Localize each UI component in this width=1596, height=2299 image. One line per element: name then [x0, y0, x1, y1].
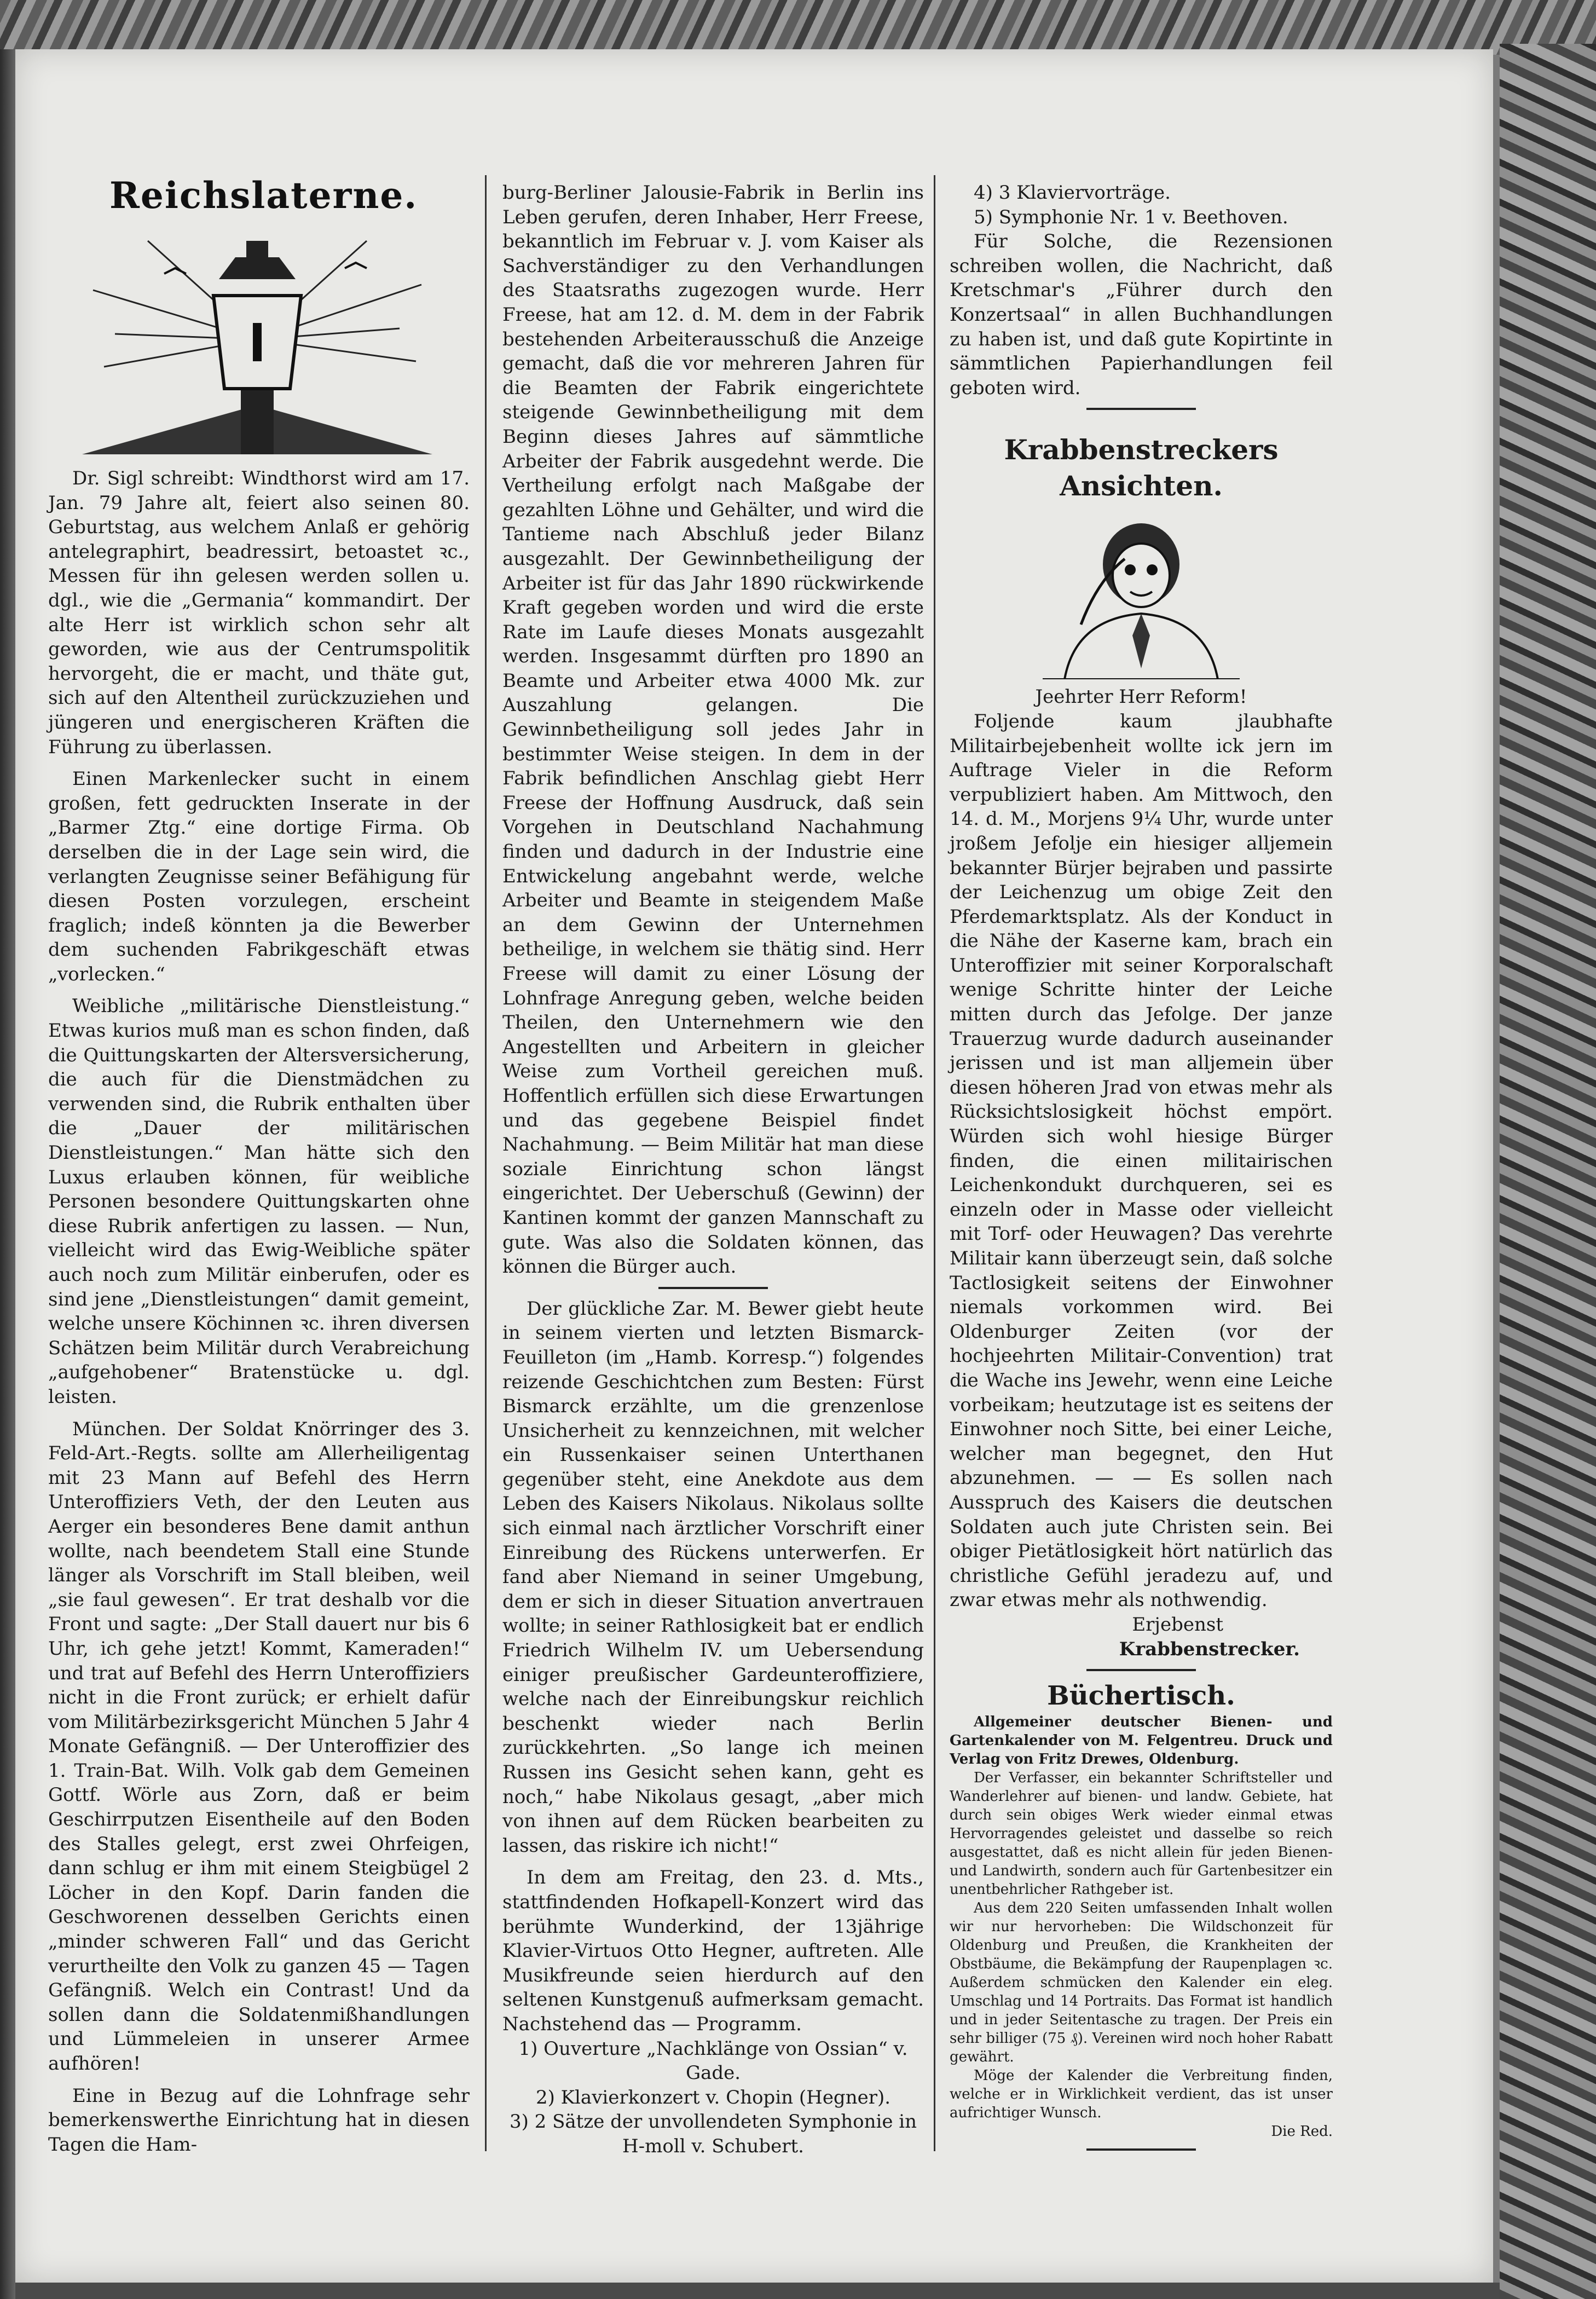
- book-review-3: Möge der Kalender die Verbreitung finden, welche er in Wirklichkeit verdient, das ist unser aufrichtiger Wunsch.: [950, 2067, 1333, 2122]
- book-review-1: Der Verfasser, ein bekannter Schriftsteller und Wanderlehrer auf bienen- und landw. Gebiete, hat durch sein obiges Werk wieder einmal etwas Hervorragendes geleistet und dasselbe so reich ausgestattet, daß es nicht allein für jeden Bienen- und Landwirth, sondern auch für Gartenbesitzer ein unentbehrlicher Rathgeber ist.: [950, 1770, 1333, 1898]
- article-konzert: In dem am Freitag, den 23. d. Mts., stattfindenden Hofkapell-Konzert wird das berühmte Wunderkind, der 13jährige Klavier-Virtuos Otto Hegner, auftreten. Alle Musikfreunde seien hierdurch auf den seltenen Kunstgenuß aufmerksam gemacht. Nachstehend das — Programm.: [502, 1867, 924, 2035]
- column-1: [48, 466, 470, 2157]
- article-markenlecker: Einen Markenlecker sucht in einem großen, fett gedruckten Inserate in der „Barmer Ztg.“ eine dortige Firma. Ob derselben die in der Lage sein wird, die verlangten Zeugnisse seiner Befähigung für diesen Posten vorzulegen, erscheint fraglich; indeß könnten ja die Bewerber dem suchenden Fabrikgeschäft etwas „vorlecken.“: [48, 768, 470, 985]
- book-review-2: Aus dem 220 Seiten umfassenden Inhalt wollen wir nur hervorheben: Die Wildschonzeit für Oldenburg und Preußen, die Krankheiten der Obstbäume, die Bekämpfung der Raupenplagen ꝛc. Außerdem schmücken den Kalender ein eleg. Umschlag und 14 Portraits. Das Format ist handlich und in jeder Seitentasche zu tragen. Der Preis ein sehr billiger (75 ₰). Vereinen wird noch hoher Rabatt gewährt.: [950, 1900, 1333, 2066]
- article-lohnfrage-start: Eine in Bezug auf die Lohnfrage sehr bemerkenswerthe Einrichtung hat in diesen Tagen die Ham-: [48, 2084, 470, 2156]
- separator-rule: [1086, 2148, 1196, 2151]
- book-title: Allgemeiner deutscher Bienen- und Gartenkalender von M. Felgentreu. Druck und Verlag von Fritz Drewes, Oldenburg.: [950, 1714, 1333, 1768]
- column-3: [950, 181, 1333, 2151]
- letter-closing: Erjebenst: [1132, 1613, 1223, 1636]
- book-edge-bottom: [15, 2283, 1500, 2299]
- reichslaterne-title: Reichslaterne.: [109, 174, 418, 217]
- program-item-2: 2) Klavierkonzert v. Chopin (Hegner).: [535, 2086, 891, 2109]
- book-review-signature: Die Red.: [1271, 2123, 1333, 2140]
- column-2: [502, 181, 924, 2159]
- marbled-book-edge-right: [1500, 44, 1596, 2299]
- article-kretschmar: Für Solche, die Rezensionen schreiben wollen, die Nachricht, daß Kretschmar's „Führer durch den Konzertsaal“ in allen Buchhandlungen zu haben ist, und daß gute Kopirtinte in sämmtlichen Papierhandlungen feil geboten wird.: [950, 230, 1333, 399]
- column-divider-1: [485, 175, 487, 2151]
- program-item-5: 5) Symphonie Nr. 1 v. Beethoven.: [974, 206, 1288, 228]
- book-spine-left: [0, 49, 16, 2299]
- marbled-book-edge-top: [0, 0, 1596, 55]
- program-item-1: 1) Ouverture „Nachklänge von Ossian“ v. Gade.: [518, 2037, 908, 2084]
- article-muenchen: München. Der Soldat Knörringer des 3. Feld-Art.-Regts. sollte am Allerheiligentag mit 23 Mann auf Befehl des Herrn Unteroffiziers Veth, der den Leuten aus Aerger ein besonderes Bene damit anthun wollte, nach beendetem Stall eine Stunde länger als Vorschrift im Stall bleiben, weil „sie faul gewesen“. Er trat deshalb vor die Front und sagte: „Der Stall dauert nur bis 6 Uhr, ich gehe jetzt! Kommt, Kameraden!“ und trat auf Befehl des Herrn Unteroffiziers nicht in die Front zurück; er erhielt dafür vom Militärbezirksgericht München 5 Jahr 4 Monate Gefängniß. — Der Unteroffizier des 1. Train-Bat. Wilh. Volk gab dem Gemeinen Gottf. Wörle aus Zorn, daß er beim Geschirrputzen Eisentheile auf den Boden des Stalles gelegt, erst zwei Ohrfeigen, dann schlug er ihm mit einem Steigbügel 2 Löcher in den Kopf. Darin fanden die Geschworenen desselben Gerichts einen „minder schweren Fall“ und das Gericht verurtheilte den Volk zu ganzen 45 — Tagen Gefängniß. Welch ein Contrast! Und da sollen dann die Soldatenmißhandlungen und Lümmeleien in unserer Armee aufhören!: [48, 1418, 470, 2075]
- letter-salutation: Jeehrter Herr Reform!: [1035, 686, 1247, 708]
- program-item-4: 4) 3 Klaviervorträge.: [974, 182, 1171, 204]
- krabbenstrecker-portrait: [1043, 515, 1240, 679]
- column-divider-2: [934, 175, 935, 2151]
- krabbenstrecker-title: Krabbenstreckers Ansichten.: [1004, 434, 1279, 502]
- article-zar: Der glückliche Zar. M. Bewer giebt heute in seinem vierten und letzten Bismarck-Feuilleton (im „Hamb. Korresp.“) folgendes reizende Geschichtchen zum Besten: Fürst Bismarck erzählte, um die grenzenlose Unsicherheit zu kennzeichnen, mit welcher ein Russenkaiser seinen Unterthanen gegenüber steht, eine Anekdote aus dem Leben des Kaisers Nikolaus. Nikolaus sollte sich einmal nach ärztlicher Vorschrift einer Einreibung des Rückens unterwerfen. Er fand aber Niemand in seiner Umgebung, dem er sich in dieser Situation anvertrauen wollte; in seiner Rathlosigkeit bat er endlich Friedrich Wilhelm IV. um Uebersendung einiger preußischer Gardeunteroffiziere, welche nach der Einreibungskur reichlich beschenkt wieder nach Berlin zurückkehrten. „So lange ich meinen Russen ins Gesicht sehen kann, geht es noch,“ habe Nikolaus gesagt, „aber mich von ihnen auf dem Rücken bearbeiten zu lassen, das riskire ich nicht!“: [502, 1297, 924, 1857]
- program-item-3: 3) 2 Sätze der unvollendeten Symphonie in H-moll v. Schubert.: [509, 2111, 917, 2157]
- article-dienstleistung: Weibliche „militärische Dienstleistung.“ Etwas kurios muß man es schon finden, daß die Quittungskarten der Altersversicherung, die auch für die Dienstmädchen zu verwenden sind, die Rubrik enthalten über die „Dauer der militärischen Dienstleistungen.“ Man hätte sich den Luxus erlauben können, für weibliche Personen besondere Quittungskarten ohne diese Rubrik anfertigen zu lassen. — Nun, vielleicht wird das Ewig-Weibliche später auch noch zum Militär einberufen, oder es sind jene „Dienstleistungen“ damit gemeint, welche unsere Köchinnen ꝛc. ihren diversen Schätzen beim Militär durch Verabreichung „aufgehobener“ Bratenstücke u. dgl. leisten.: [48, 995, 470, 1408]
- letter-signature: Krabbenstrecker.: [1119, 1638, 1300, 1660]
- letter-body: Foljende kaum jlaubhafte Militairbejebenheit wollte ick jern im Auftrage Vieler in die Reform verpubliziert haben. Am Mittwoch, den 14. d. M., Morjens 9¼ Uhr, wurde unter jroßem Jefolje ein hiesiger alljemein bekannter Bürjer bejraben und passirte der Leichenzug um obige Zeit den Pferdemarktsplatz. Als der Konduct in die Nähe der Kaserne kam, brach ein Unteroffizier mit seiner Korporalschaft wenige Schritte hinter der Leiche mitten durch das Jefolge. Der janze Trauerzug wurde dadurch auseinander jerissen und ist man alljemein über diesen höheren Jrad von etwas mehr als Rücksichtslosigkeit höchst empört. Würden sich wohl hiesige Bürger finden, die einen militairischen Leichenkondukt durchqueren, sei es einzeln oder in Masse oder vielleicht mit Torf- oder Heuwagen? Das verehrte Militair kann überzeugt sein, daß solche Tactlosigkeit seitens der Einwohner niemals vorkommen wird. Bei Oldenburger Zeiten (vor der hochjeehrten Militair-Convention) trat die Wache ins Jewehr, wenn eine Leiche vorbeikam; heutzutage ist es seitens der Einwohner noch Sitte, bei einer Leiche, welcher man begegnet, den Hut abzunehmen. — — Es sollen nach Ausspruch des Kaisers die deutschen Soldaten auch jute Christen sein. Bei obiger Pietätlosigkeit hört natürlich das christliche Gefühl jeradezu auf, und zwar etwas mehr als nothwendig.: [950, 710, 1333, 1611]
- lantern-illustration: [82, 224, 432, 454]
- article-lohnfrage: burg-Berliner Jalousie-Fabrik in Berlin ins Leben gerufen, deren Inhaber, Herr Freese, bekanntlich im Februar v. J. vom Kaiser als Sachverständiger zu den Verhandlungen des Staatsraths zugezogen wurde. Herr Freese, hat am 12. d. M. dem in der Fabrik bestehenden Arbeiterausschuß die Anzeige gemacht, daß die vor mehreren Jahren für die Beamten der Fabrik eingerichtete steigende Gewinnbetheiligung mit dem Beginn dieses Jahres auf sämmtliche Arbeiter der Fabrik ausgedehnt werde. Die Vertheilung erfolgt nach Maßgabe der gezahlten Löhne und Gehälter, und wird die Tantieme nach Abschluß jeder Bilanz ausgezahlt. Der Gewinnbetheiligung der Arbeiter ist für das Jahr 1890 rückwirkende Kraft gegeben worden und wird die erste Rate im Laufe dieses Monats ausgezahlt werden. Insgesammt dürften pro 1890 an Beamte und Arbeiter etwa 4000 Mk. zur Auszahlung gelangen. Die Gewinnbetheiligung soll jedes Jahr in bestimmter Weise steigen. In dem in der Fabrik befindlichen Anschlag giebt Herr Freese der Hoffnung Ausdruck, daß sein Vorgehen in Deutschland Nachahmung finden und dadurch in der Industrie eine Entwickelung angebahnt werde, welche Arbeiter und Beamte in steigendem Maße an dem Gewinn der Unternehmen betheilige, in welchem sie thätig sind. Herr Freese will damit zu einer Lösung der Lohnfrage Anregung geben, welche beiden Theilen, den Unternehmern wie den Angestellten und Arbeitern in gleicher Weise zum Vortheil gereichen muß. Hoffentlich erfüllen sich diese Erwartungen und das gegebene Beispiel findet Nachahmung. — Beim Militär hat man diese soziale Einrichtung schon längst eingerichtet. Der Ueberschuß (Gewinn) der Kantinen kommt der ganzen Mannschaft zu gute. Was also die Soldaten können, das können die Bürger auch.: [502, 182, 924, 1278]
- buechertisch-title: Büchertisch.: [1047, 1680, 1235, 1712]
- article-windthorst: Dr. Sigl schreibt: Windthorst wird am 17. Jan. 79 Jahre alt, feiert also seinen 80. Geburtstag, aus welchem Anlaß er gehörig antelegraphirt, beadressirt, betoastet ꝛc., Messen für ihn gelesen werden sollen u. dgl., wie die „Germania“ kommandirt. Der alte Herr ist wirklich schon sehr alt geworden, wie aus der Centrumspolitik hervorgeht, die er macht, und thäte gut, sich auf den Altentheil zurückzuziehen und jüngeren und energischeren Kräften die Führung zu überlassen.: [48, 467, 470, 758]
